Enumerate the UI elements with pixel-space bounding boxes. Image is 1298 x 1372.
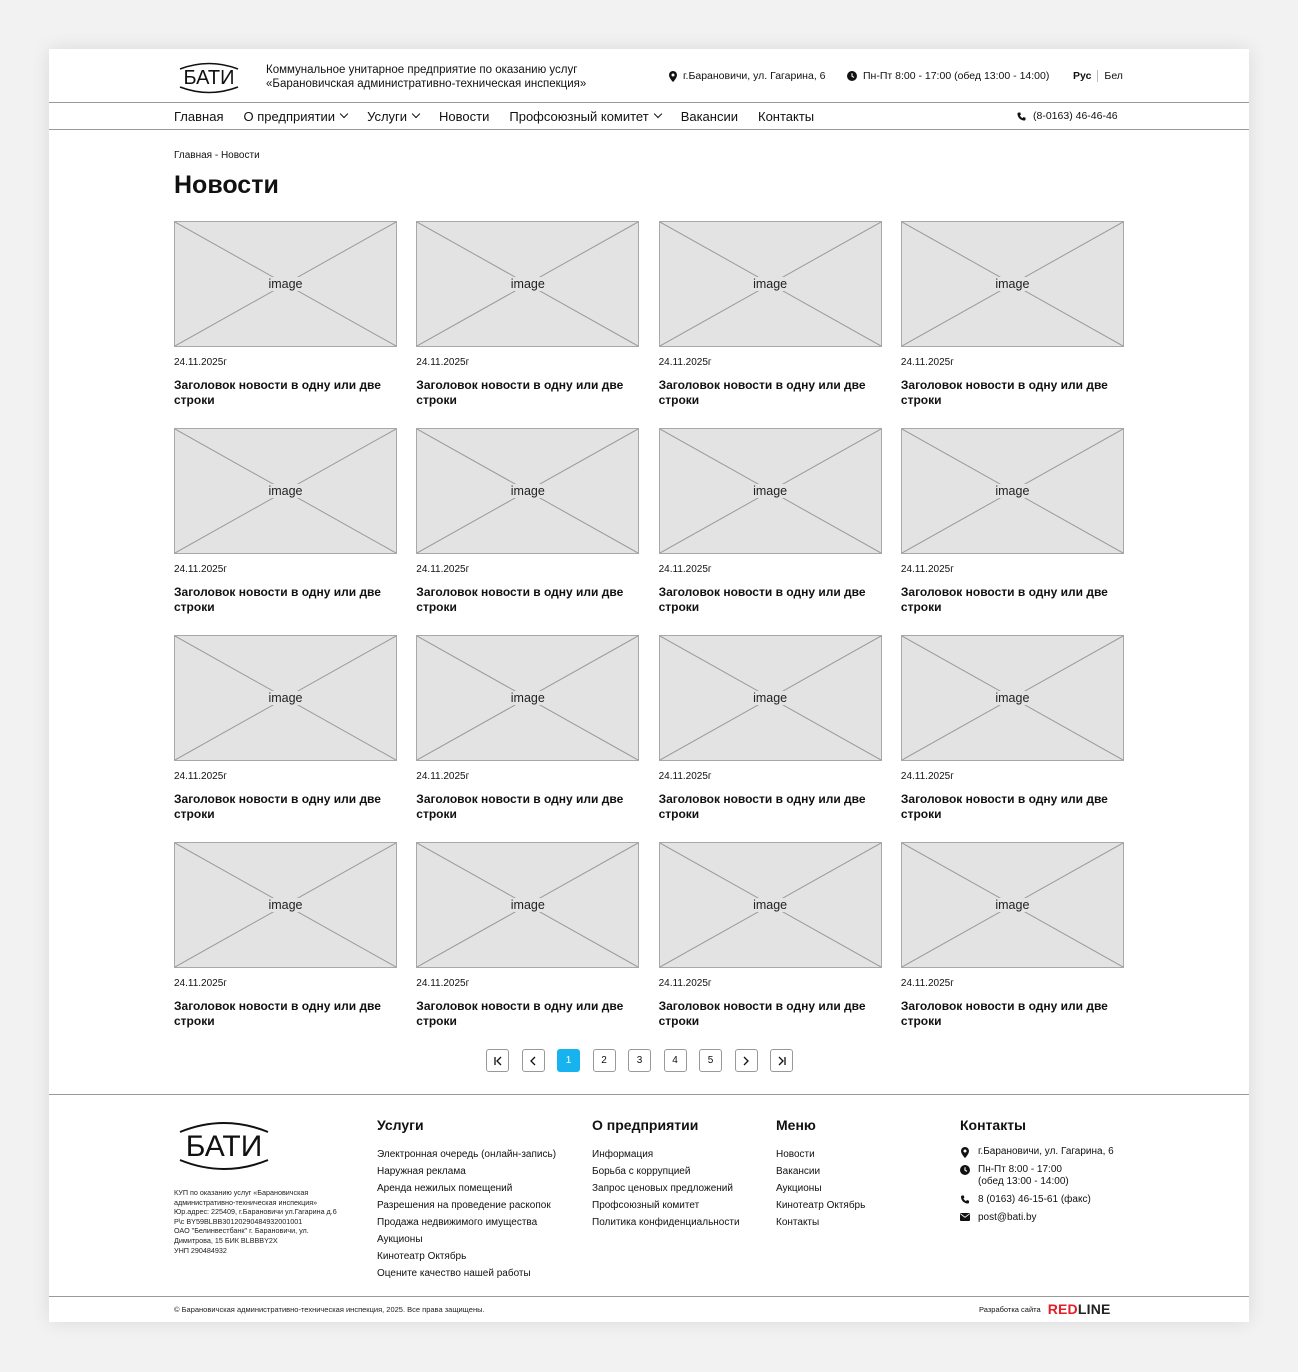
news-date: 24.11.2025г [658, 771, 712, 782]
news-card[interactable] [901, 221, 1124, 428]
news-image-placeholder[interactable] [659, 221, 882, 347]
news-image-placeholder[interactable] [416, 635, 639, 761]
news-title[interactable]: Заголовок новости в одну или две строки [416, 792, 624, 821]
news-image-placeholder[interactable] [416, 842, 639, 968]
nav-item[interactable] [367, 109, 419, 124]
footer-logo[interactable] [174, 1118, 274, 1174]
contact-address-text: г.Барановичи, ул. Гагарина, 6 [978, 1146, 1114, 1157]
nav-item-label: Новости [439, 108, 490, 124]
footer-link[interactable]: Кинотеатр Октябрь [776, 1200, 866, 1211]
news-date: 24.11.2025г [416, 978, 470, 989]
contact-address [960, 1146, 1130, 1158]
footer-link[interactable]: Политика конфиденциальности [592, 1217, 740, 1228]
news-date: 24.11.2025г [416, 357, 470, 368]
developer-credit [979, 1301, 1111, 1317]
chevron-right-icon [741, 1056, 751, 1066]
language-switcher [1073, 70, 1123, 82]
news-title[interactable]: Заголовок новости в одну или две строки [416, 585, 624, 614]
footer-contacts-title: Контакты [960, 1117, 1027, 1133]
news-card[interactable] [901, 428, 1124, 635]
first-page-button[interactable] [486, 1049, 509, 1072]
clock-icon [960, 1165, 970, 1175]
nav-item-label: Вакансии [680, 108, 738, 124]
news-date: 24.11.2025г [174, 357, 227, 368]
requisites-line: административно-техническая инспекция» [174, 1197, 318, 1207]
next-page-button[interactable] [735, 1049, 758, 1072]
footer-link[interactable]: Аренда нежилых помещений [377, 1183, 513, 1194]
news-card[interactable] [901, 635, 1124, 842]
nav-item[interactable] [509, 109, 660, 124]
nav-item-label: О предприятии [243, 108, 336, 124]
lang-divider [1097, 70, 1098, 82]
news-image-placeholder[interactable] [174, 221, 397, 347]
requisites-line: ОАО "Белинвестбанк" г. Барановичи, ул. [174, 1226, 309, 1236]
image-label: image [991, 277, 1033, 291]
chevron-down-icon [653, 110, 661, 118]
footer-link[interactable]: Борьба с коррупцией [592, 1166, 691, 1177]
chevron-left-icon [528, 1056, 538, 1066]
pagination [486, 1049, 793, 1072]
breadcrumb[interactable]: Главная - Новости [174, 150, 260, 161]
last-page-icon [777, 1056, 787, 1066]
footer-link[interactable]: Новости [776, 1149, 815, 1160]
news-grid [174, 221, 1124, 1049]
footer-link[interactable]: Аукционы [377, 1234, 423, 1245]
main-nav [49, 103, 1249, 130]
page-number-button[interactable]: 2 [593, 1049, 616, 1072]
news-date: 24.11.2025г [658, 357, 712, 368]
logo-text: БАТИ [183, 67, 235, 89]
news-card[interactable] [416, 428, 639, 635]
contact-hours-line1: Пн-Пт 8:00 - 17:00 [978, 1164, 1062, 1175]
news-card[interactable] [174, 428, 397, 635]
news-image-placeholder[interactable] [659, 428, 882, 554]
image-label: image [507, 898, 549, 912]
news-card[interactable] [659, 221, 882, 428]
news-card[interactable] [659, 428, 882, 635]
image-label: image [507, 691, 549, 705]
news-image-placeholder[interactable] [174, 428, 397, 554]
footer-link[interactable]: Электронная очередь (онлайн-запись) [377, 1149, 557, 1160]
header-hours-text: Пн-Пт 8:00 - 17:00 (обед 13:00 - 14:00) [863, 70, 1050, 82]
developer-label: Разработка сайта [979, 1304, 1041, 1314]
news-title[interactable]: Заголовок новости в одну или две строки [658, 378, 866, 407]
news-title[interactable]: Заголовок новости в одну или две строки [416, 378, 624, 407]
phone-icon [960, 1195, 970, 1204]
contact-hours [960, 1164, 1130, 1188]
news-image-placeholder[interactable] [659, 635, 882, 761]
last-page-button[interactable] [770, 1049, 793, 1072]
news-date: 24.11.2025г [900, 771, 954, 782]
image-label: image [749, 691, 791, 705]
requisites-line: КУП по оказанию услуг «Барановичская [174, 1188, 309, 1197]
nav-item-label: Профсоюзный комитет [509, 108, 649, 124]
org-name-line1: Коммунальное унитарное предприятие по оказанию услуг [266, 64, 578, 76]
footer-menu-list [776, 1146, 865, 1231]
news-title[interactable]: Заголовок новости в одну или две строки [900, 378, 1108, 407]
news-title[interactable]: Заголовок новости в одну или две строки [174, 999, 381, 1028]
logo[interactable] [174, 60, 244, 94]
news-title[interactable]: Заголовок новости в одну или две строки [416, 999, 624, 1028]
footer-link[interactable]: Разрешения на проведение раскопок [377, 1200, 551, 1211]
image-label: image [507, 484, 549, 498]
requisites-line: УНП 290484932 [174, 1245, 227, 1255]
news-image-placeholder[interactable] [416, 428, 639, 554]
phone-icon [1017, 112, 1026, 121]
image-label: image [991, 484, 1033, 498]
prev-page-button[interactable] [522, 1049, 545, 1072]
news-card[interactable] [174, 221, 397, 428]
footer-link[interactable]: Продажа недвижимого имущества [377, 1217, 538, 1228]
footer-link[interactable]: Профсоюзный комитет [592, 1200, 700, 1211]
news-title[interactable]: Заголовок новости в одну или две строки [174, 585, 381, 614]
footer-logo-text: БАТИ [185, 1130, 263, 1163]
page-number-button[interactable]: 1 [557, 1049, 580, 1072]
image-label: image [264, 484, 306, 498]
news-title[interactable]: Заголовок новости в одну или две строки [174, 378, 381, 407]
image-label: image [991, 691, 1033, 705]
copyright: © Барановичская административно-техническая инспекция, 2025. Все права защищены. [174, 1305, 485, 1314]
page [49, 49, 1249, 1322]
footer-contacts [960, 1117, 1130, 1230]
nav-item[interactable] [174, 109, 223, 124]
redline-logo-dark: LINE [1077, 1301, 1111, 1317]
news-image-placeholder[interactable] [659, 842, 882, 968]
nav-item[interactable] [243, 109, 347, 124]
news-date: 24.11.2025г [900, 564, 954, 575]
footer-about [592, 1117, 740, 1231]
contact-phone[interactable] [960, 1194, 1130, 1206]
contact-hours-text [978, 1164, 1069, 1188]
news-title[interactable]: Заголовок новости в одну или две строки [658, 585, 866, 614]
page-number-button[interactable]: 4 [664, 1049, 687, 1072]
news-date: 24.11.2025г [658, 978, 712, 989]
page-number-button[interactable]: 3 [628, 1049, 651, 1072]
image-label: image [749, 484, 791, 498]
news-card[interactable] [659, 635, 882, 842]
footer-link[interactable]: Аукционы [776, 1183, 822, 1194]
footer-services-list [377, 1146, 556, 1282]
footer-link[interactable]: Запрос ценовых предложений [592, 1183, 733, 1194]
footer-divider [49, 1094, 1249, 1095]
image-label: image [991, 898, 1033, 912]
footer-link[interactable]: Вакансии [776, 1166, 821, 1177]
footer-services-title: Услуги [377, 1117, 424, 1133]
news-image-placeholder[interactable] [174, 635, 397, 761]
news-card[interactable] [659, 842, 882, 1049]
page-title: Новости [174, 171, 279, 199]
clock-icon [847, 71, 857, 81]
header-hours [847, 70, 1049, 82]
contact-hours-line2: (обед 13:00 - 14:00) [978, 1176, 1069, 1187]
nav-items [174, 103, 834, 129]
contact-email-text: post@bati.by [978, 1212, 1037, 1223]
bottom-divider [49, 1296, 1249, 1297]
image-label: image [749, 277, 791, 291]
redline-logo-red: RED [1047, 1301, 1078, 1317]
nav-phone[interactable] [1017, 103, 1118, 129]
news-date: 24.11.2025г [416, 771, 470, 782]
chevron-down-icon [340, 110, 348, 118]
footer-link[interactable]: Информация [592, 1149, 654, 1160]
news-card[interactable] [416, 842, 639, 1049]
news-card[interactable] [416, 635, 639, 842]
news-image-placeholder[interactable] [901, 842, 1124, 968]
news-card[interactable] [174, 635, 397, 842]
lang-ru[interactable]: Рус [1073, 70, 1092, 82]
footer-link[interactable]: Кинотеатр Октябрь [377, 1251, 467, 1262]
redline-logo[interactable] [1048, 1301, 1111, 1317]
news-date: 24.11.2025г [174, 771, 227, 782]
header-address-text: г.Барановичи, ул. Гагарина, 6 [683, 70, 826, 82]
news-title[interactable]: Заголовок новости в одну или две строки [900, 999, 1108, 1028]
news-image-placeholder[interactable] [901, 428, 1124, 554]
image-label: image [507, 277, 549, 291]
footer-link[interactable]: Оцените качество нашей работы [377, 1268, 531, 1279]
requisites-line: Р\с BY59BLBB30120290484932001001 [174, 1216, 303, 1226]
image-label: image [749, 898, 791, 912]
nav-item-label: Главная [174, 108, 224, 124]
nav-item-label: Контакты [758, 108, 815, 124]
news-image-placeholder[interactable] [416, 221, 639, 347]
news-date: 24.11.2025г [174, 564, 227, 575]
requisites [174, 1188, 364, 1255]
news-date: 24.11.2025г [174, 978, 227, 989]
news-date: 24.11.2025г [900, 978, 954, 989]
footer-services [377, 1117, 556, 1282]
news-title[interactable]: Заголовок новости в одну или две строки [900, 585, 1108, 614]
page-numbers [557, 1049, 722, 1072]
news-title[interactable]: Заголовок новости в одну или две строки [658, 999, 866, 1028]
footer-link[interactable]: Наружная реклама [377, 1166, 466, 1177]
image-label: image [264, 691, 306, 705]
first-page-icon [493, 1056, 503, 1066]
nav-item[interactable] [439, 109, 489, 124]
header [49, 49, 1249, 103]
nav-item-label: Услуги [367, 108, 408, 124]
news-image-placeholder[interactable] [174, 842, 397, 968]
nav-phone-text: (8-0163) 46-46-46 [1033, 110, 1118, 122]
lang-by[interactable]: Бел [1104, 70, 1123, 82]
news-date: 24.11.2025г [658, 564, 712, 575]
news-card[interactable] [901, 842, 1124, 1049]
news-image-placeholder[interactable] [901, 635, 1124, 761]
news-title[interactable]: Заголовок новости в одну или две строки [900, 792, 1108, 821]
news-date: 24.11.2025г [416, 564, 470, 575]
news-image-placeholder[interactable] [901, 221, 1124, 347]
image-label: image [264, 277, 306, 291]
location-pin-icon [669, 71, 677, 82]
image-label: image [264, 898, 306, 912]
nav-item[interactable] [681, 109, 738, 124]
chevron-down-icon [412, 110, 420, 118]
footer-menu-title: Меню [776, 1117, 816, 1133]
nav-item[interactable] [758, 109, 814, 124]
org-name [266, 63, 586, 91]
news-card[interactable] [174, 842, 397, 1049]
footer-about-title: О предприятии [592, 1117, 699, 1133]
requisites-line: Юр.адрес: 225409, г.Барановичи ул.Гагарина д.6 [174, 1207, 337, 1217]
location-pin-icon [960, 1147, 970, 1158]
mail-icon [960, 1213, 970, 1221]
contact-email[interactable] [960, 1212, 1130, 1224]
news-card[interactable] [416, 221, 639, 428]
news-title[interactable]: Заголовок новости в одну или две строки [174, 792, 381, 821]
org-name-line2: «Барановичская административно-техническая инспекция» [266, 78, 587, 90]
footer-link[interactable]: Контакты [776, 1217, 820, 1228]
header-address [669, 70, 826, 82]
page-number-button[interactable]: 5 [699, 1049, 722, 1072]
requisites-line: Димитрова, 15 БИК BLBBBY2X [174, 1235, 278, 1245]
footer-menu [776, 1117, 865, 1231]
contact-phone-text: 8 (0163) 46-15-61 (факс) [978, 1194, 1091, 1205]
footer-about-list [592, 1146, 740, 1231]
news-date: 24.11.2025г [900, 357, 954, 368]
news-title[interactable]: Заголовок новости в одну или две строки [658, 792, 866, 821]
